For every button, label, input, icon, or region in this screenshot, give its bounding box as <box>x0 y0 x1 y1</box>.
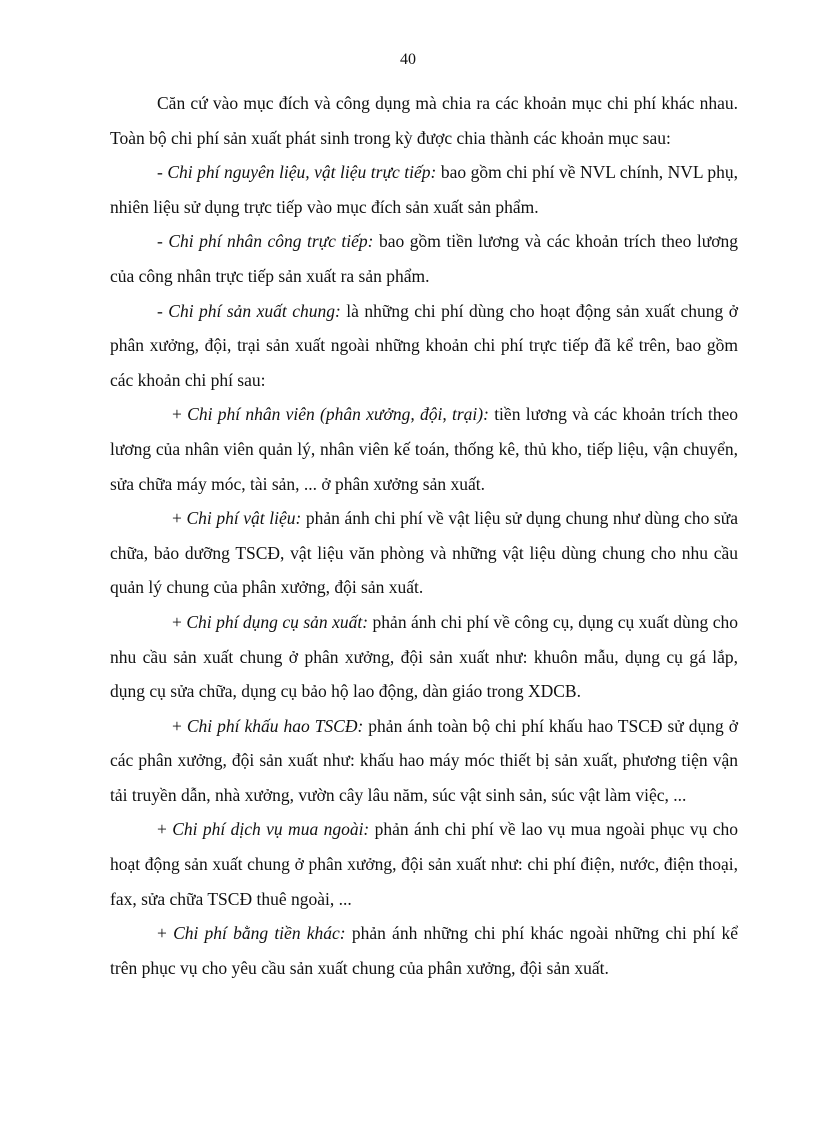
document-body <box>110 86 738 985</box>
term-label: Chi phí nhân công trực tiếp: <box>168 231 374 252</box>
intro-paragraph <box>110 86 738 155</box>
term-label: Chi phí dịch vụ mua ngoài: <box>172 819 370 840</box>
bullet-prefix: + <box>172 611 187 632</box>
paragraph-text: phản ánh toàn bộ chi phí khấu hao TSCĐ sử dụng ở các phân xưởng, đội sản xuất như: khấu hao máy móc thiết bị sản xuất, phương tiện vận tải truyền dẫn, nhà xưởng, vườn cây lâu năm, súc vật sinh sản, súc vật làm việc, ... <box>110 715 739 805</box>
paragraph-staff-cost <box>110 397 738 501</box>
term-label: Chi phí nhân viên (phân xưởng, đội, trại): <box>187 404 489 425</box>
paragraph-direct-labor-cost <box>110 224 738 293</box>
bullet-prefix: + <box>172 715 187 736</box>
paragraph-direct-material-cost <box>110 155 738 224</box>
paragraph-text: phản ánh chi phí về vật liệu sử dụng chung như dùng cho sửa chữa, bảo dưỡng TSCĐ, vật liệu văn phòng và những vật liệu dùng chung cho nhu cầu quản lý chung của phân xưởng, đội sản xuất. <box>110 508 738 598</box>
paragraph-text: tiền lương và các khoản trích theo lương của nhân viên quản lý, nhân viên kế toán, thống kê, thủ kho, tiếp liệu, vận chuyển, sửa chữa máy móc, tài sản, ... ở phân xưởng sản xuất. <box>110 404 738 494</box>
bullet-prefix: - <box>157 231 169 252</box>
bullet-prefix: + <box>157 819 173 840</box>
intro-text: Căn cứ vào mục đích và công dụng mà chia ra các khoản mục chi phí khác nhau. Toàn bộ chi phí sản xuất phát sinh trong kỳ được chia thành các khoản mục sau: <box>110 93 738 148</box>
term-label: Chi phí bằng tiền khác: <box>173 923 346 944</box>
bullet-prefix: - <box>157 300 169 321</box>
term-label: Chi phí dụng cụ sản xuất: <box>186 611 369 632</box>
paragraph-text: bao gồm tiền lương và các khoản trích theo lương của công nhân trực tiếp sản xuất ra sản phẩm. <box>110 231 739 286</box>
term-label: Chi phí khấu hao TSCĐ: <box>186 715 364 736</box>
paragraph-depreciation-cost <box>110 709 738 813</box>
paragraph-text: phản ánh chi phí về công cụ, dụng cụ xuất dùng cho nhu cầu sản xuất chung ở phân xưởng, đội sản xuất như: khuôn mẫu, dụng cụ gá lắp, dụng cụ sửa chữa, dụng cụ bảo hộ lao động, dàn giáo trong XDCB. <box>110 611 739 702</box>
term-label: Chi phí nguyên liệu, vật liệu trực tiếp: <box>167 162 437 183</box>
paragraph-other-cash-cost <box>110 916 738 985</box>
paragraph-text: là những chi phí dùng cho hoạt động sản xuất chung ở phân xưởng, đội, trại sản xuất ngoài những khoản chi phí trực tiếp đã kể trên, bao gồm các khoản chi phí sau: <box>110 300 739 390</box>
paragraph-text: phản ánh chi phí về lao vụ mua ngoài phục vụ cho hoạt động sản xuất chung ở phân xưởng, đội sản xuất như: chi phí điện, nước, điện thoại, fax, sửa chữa TSCĐ thuê ngoài, ... <box>110 819 739 909</box>
term-label: Chi phí vật liệu: <box>186 508 302 529</box>
paragraph-text: bao gồm chi phí về NVL chính, NVL phụ, nhiên liệu sử dụng trực tiếp vào mục đích sản xuất sản phẩm. <box>110 162 739 217</box>
page-number: 40 <box>400 51 416 68</box>
paragraph-general-production-cost <box>110 294 738 398</box>
paragraph-tool-cost <box>110 605 738 709</box>
term-label: Chi phí sản xuất chung: <box>168 300 341 321</box>
paragraph-outsourced-service-cost <box>110 812 738 916</box>
bullet-prefix: + <box>172 508 187 529</box>
bullet-prefix: + <box>172 404 188 425</box>
bullet-prefix: - <box>157 162 168 183</box>
paragraph-material-cost <box>110 501 738 605</box>
bullet-prefix: + <box>157 923 174 944</box>
paragraph-text: phản ánh những chi phí khác ngoài những chi phí kể trên phục vụ cho yêu cầu sản xuất chung của phân xưởng, đội sản xuất. <box>110 923 739 978</box>
